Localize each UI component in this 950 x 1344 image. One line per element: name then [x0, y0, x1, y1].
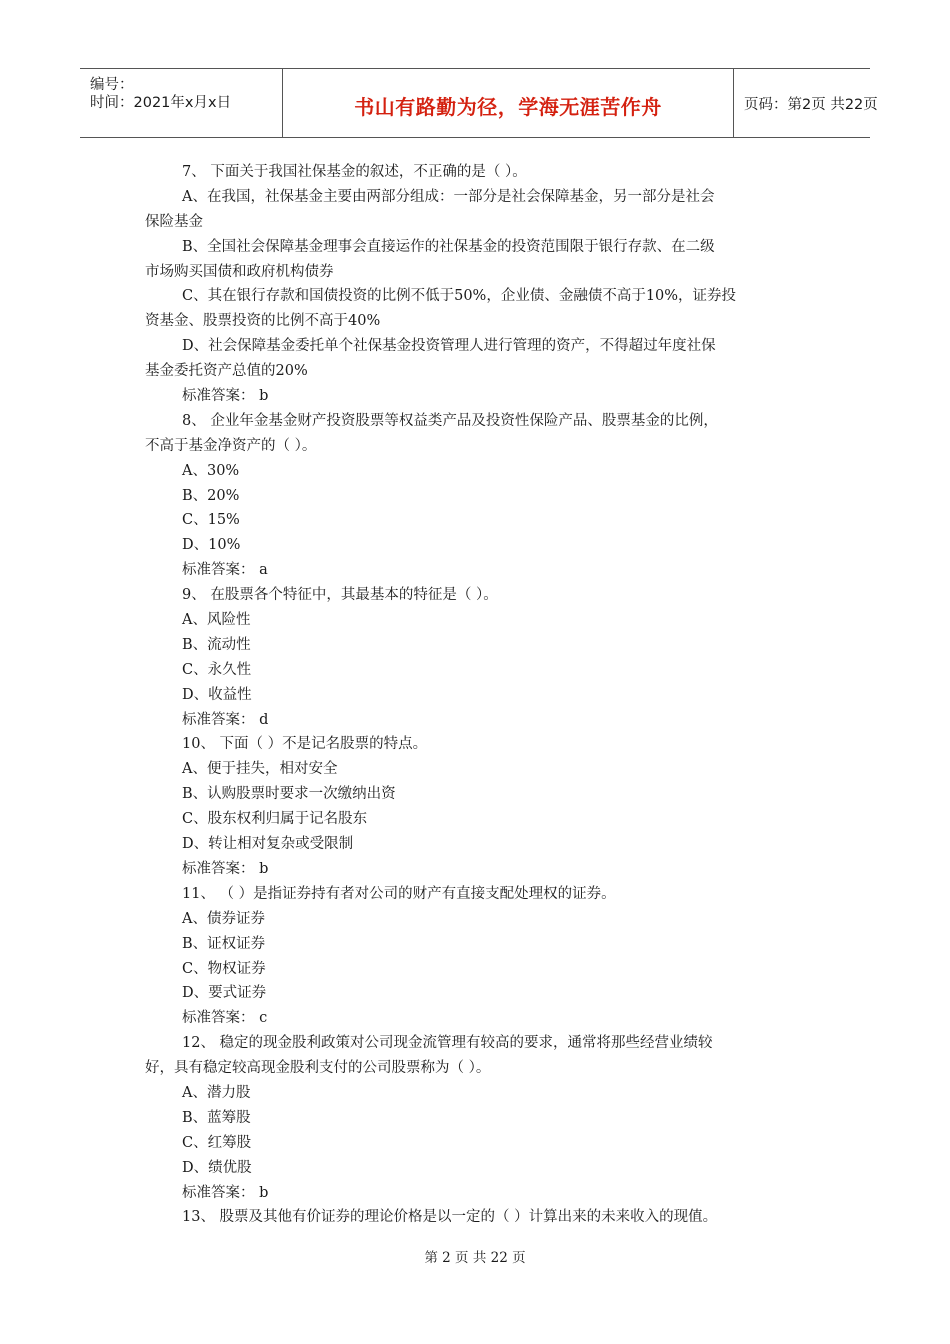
text-line: 标准答案： d: [182, 711, 269, 728]
text-line: A、债券证券: [182, 910, 265, 927]
text-line: D、收益性: [182, 686, 252, 703]
header-page-number: 页码：第2页 共22页: [744, 97, 878, 113]
text-line: C、股东权利归属于记名股东: [182, 811, 368, 828]
text-line: C、15%: [182, 512, 240, 529]
text-line: 标准答案： a: [182, 562, 268, 579]
document-body: [145, 160, 805, 1230]
header-page-cell: [734, 69, 878, 137]
text-line: B、蓝筹股: [182, 1109, 251, 1126]
text-line: C、永久性: [182, 661, 252, 678]
text-line: 不高于基金净资产的（ ）。: [145, 437, 317, 454]
header-motto-cell: [282, 69, 734, 137]
text-line: 资基金、股票投资的比例不高于40%: [145, 313, 381, 330]
text-line: D、要式证券: [182, 985, 267, 1002]
text-line: 好，具有稳定较高现金股利支付的公司股票称为（ ）。: [145, 1060, 491, 1077]
text-line: A、风险性: [182, 612, 251, 629]
text-line: D、绩优股: [182, 1159, 252, 1176]
text-line: 13、 股票及其他有价证券的理论价格是以一定的（ ）计算出来的未来收入的现值。: [182, 1209, 718, 1226]
text-line: C、物权证券: [182, 960, 266, 977]
text-line: B、全国社会保障基金理事会直接运作的社保基金的投资范围限于银行存款、在二级: [182, 238, 715, 255]
text-line: D、10%: [182, 537, 241, 554]
text-line: 7、 下面关于我国社保基金的叙述，不正确的是（ ）。: [182, 164, 527, 180]
document-code-label: 编号：: [90, 77, 134, 93]
text-line: 9、 在股票各个特征中，其最基本的特征是（ ）。: [182, 587, 498, 604]
text-line: C、红筹股: [182, 1134, 252, 1151]
text-line: 标准答案： b: [182, 1184, 269, 1201]
text-line: C、其在银行存款和国债投资的比例不低于50%，企业债、金融债不高于10%，证券投: [182, 288, 737, 305]
text-line: 标准答案： b: [182, 388, 269, 405]
text-line: A、潜力股: [182, 1084, 251, 1101]
text-line: 11、 （ ）是指证券持有者对公司的财产有直接支配处理权的证券。: [182, 885, 616, 902]
page-header: [80, 68, 878, 138]
text-line: D、转让相对复杂或受限制: [182, 836, 354, 853]
text-line: D、社会保障基金委托单个社保基金投资管理人进行管理的资产，不得超过年度社保: [182, 338, 716, 355]
text-line: 标准答案： b: [182, 860, 269, 877]
text-line: B、证权证券: [182, 935, 266, 952]
text-line: A、30%: [182, 462, 240, 479]
text-line: B、流动性: [182, 636, 251, 653]
document-date: 时间：2021年x月x日: [90, 95, 232, 111]
text-line: 标准答案： c: [182, 1010, 268, 1027]
text-line: A、便于挂失，相对安全: [182, 761, 338, 778]
text-line: 基金委托资产总值的20%: [145, 363, 308, 380]
header-meta-cell: [80, 69, 282, 137]
text-line: A、在我国，社保基金主要由两部分组成：一部分是社会保障基金，另一部分是社会: [182, 188, 715, 205]
text-line: 保险基金: [145, 213, 203, 230]
text-line: 市场购买国债和政府机构债券: [145, 263, 334, 280]
page-footer: 第 2 页 共 22 页: [424, 1250, 526, 1266]
text-line: B、认购股票时要求一次缴纳出资: [182, 786, 396, 803]
text-line: 8、 企业年金基金财产投资股票等权益类产品及投资性保险产品、股票基金的比例，: [182, 412, 718, 429]
text-line: B、20%: [182, 487, 240, 504]
text-line: 12、 稳定的现金股利政策对公司现金流管理有较高的要求，通常将那些经营业绩较: [182, 1035, 713, 1052]
header-motto: 书山有路勤为径，学海无涯苦作舟: [354, 95, 662, 119]
text-line: 10、 下面（ ）不是记名股票的特点。: [182, 736, 428, 753]
